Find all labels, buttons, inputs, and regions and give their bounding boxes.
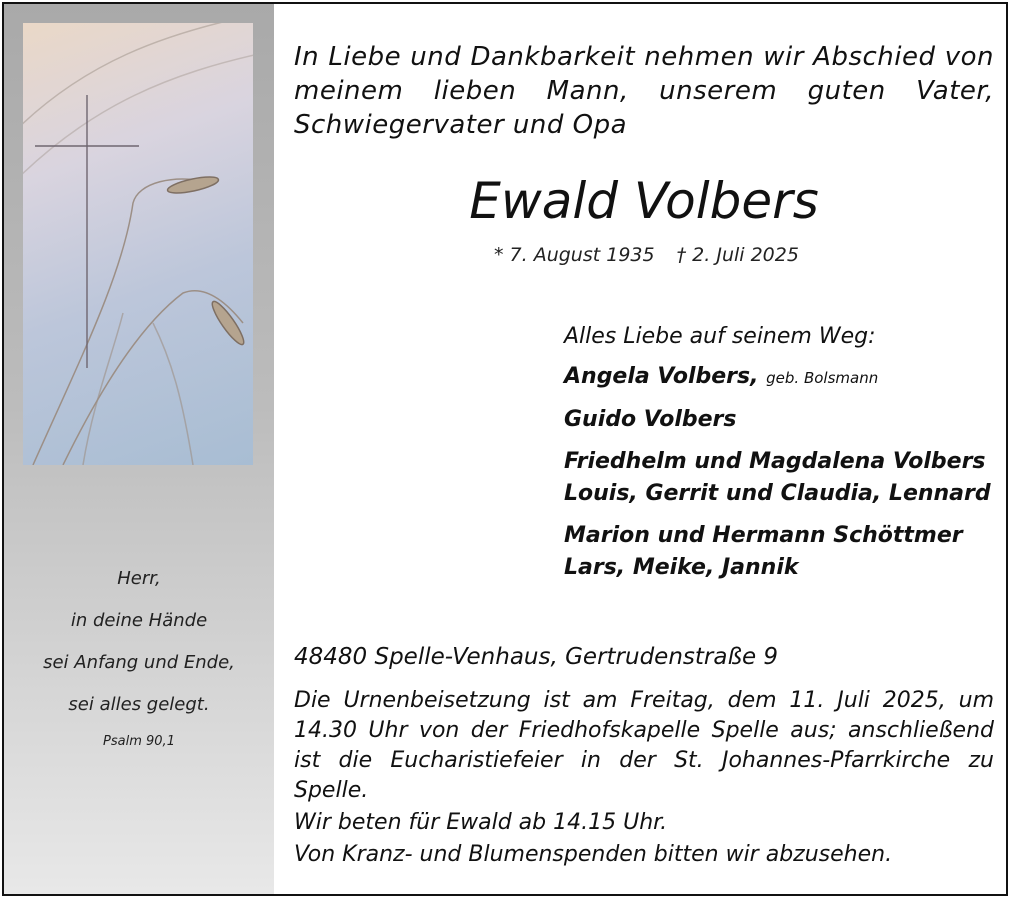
artwork-illustration xyxy=(23,23,253,465)
family-member xyxy=(564,361,1004,394)
obituary-frame xyxy=(2,2,1008,896)
family-member: Marion und Hermann Schöttmer xyxy=(564,523,963,548)
bible-verse xyxy=(4,564,274,749)
life-dates xyxy=(494,244,799,266)
family-group xyxy=(564,446,1004,510)
cross-icon xyxy=(35,95,139,368)
birth-date: * 7. August 1935 xyxy=(494,244,655,266)
deceased-name: Ewald Volbers xyxy=(469,172,819,230)
family-group xyxy=(564,520,1004,584)
verse-line: in deine Hände xyxy=(70,610,208,631)
family-intro: Alles Liebe auf seinem Weg: xyxy=(564,324,876,349)
verse-line: Herr, xyxy=(117,568,161,589)
maiden-name: geb. Bolsmann xyxy=(766,369,879,387)
intro-text: In Liebe und Dankbarkeit nehmen wir Abschied von meinem lieben Mann, unserem guten Vater, Schwiegervater und Opa xyxy=(294,42,994,140)
family-member: Louis, Gerrit und Claudia, Lennard xyxy=(564,481,991,506)
sidebar xyxy=(4,4,274,894)
family-member: Friedhelm und Magdalena Volbers xyxy=(564,449,986,474)
detail-paragraph: Die Urnenbeisetzung ist am Freitag, dem 11. Juli 2025, um 14.30 Uhr von der Friedhofskapelle Spelle aus; anschließend ist die Eucharistiefeier in der St. Johannes-Pfarrkirche zu Spelle. xyxy=(294,688,994,803)
detail-paragraph: Von Kranz- und Blumenspenden bitten wir abzusehen. xyxy=(294,842,893,867)
family-list xyxy=(564,324,1004,594)
family-group xyxy=(564,404,1004,436)
verse-line: sei Anfang und Ende, xyxy=(43,652,235,673)
funeral-details xyxy=(294,686,994,872)
wheat-cross-artwork xyxy=(23,23,253,465)
family-member: Lars, Meike, Jannik xyxy=(564,555,799,580)
family-member: Guido Volbers xyxy=(564,407,737,432)
address: 48480 Spelle-Venhaus, Gertrudenstraße 9 xyxy=(294,644,779,670)
detail-paragraph: Wir beten für Ewald ab 14.15 Uhr. xyxy=(294,810,668,835)
family-group xyxy=(564,361,1004,394)
family-member-name: Angela Volbers, xyxy=(564,364,759,389)
death-date: † 2. Juli 2025 xyxy=(676,244,799,266)
verse-line: sei alles gelegt. xyxy=(68,694,210,715)
wheat-icon xyxy=(23,23,253,465)
verse-source: Psalm 90,1 xyxy=(103,734,175,749)
